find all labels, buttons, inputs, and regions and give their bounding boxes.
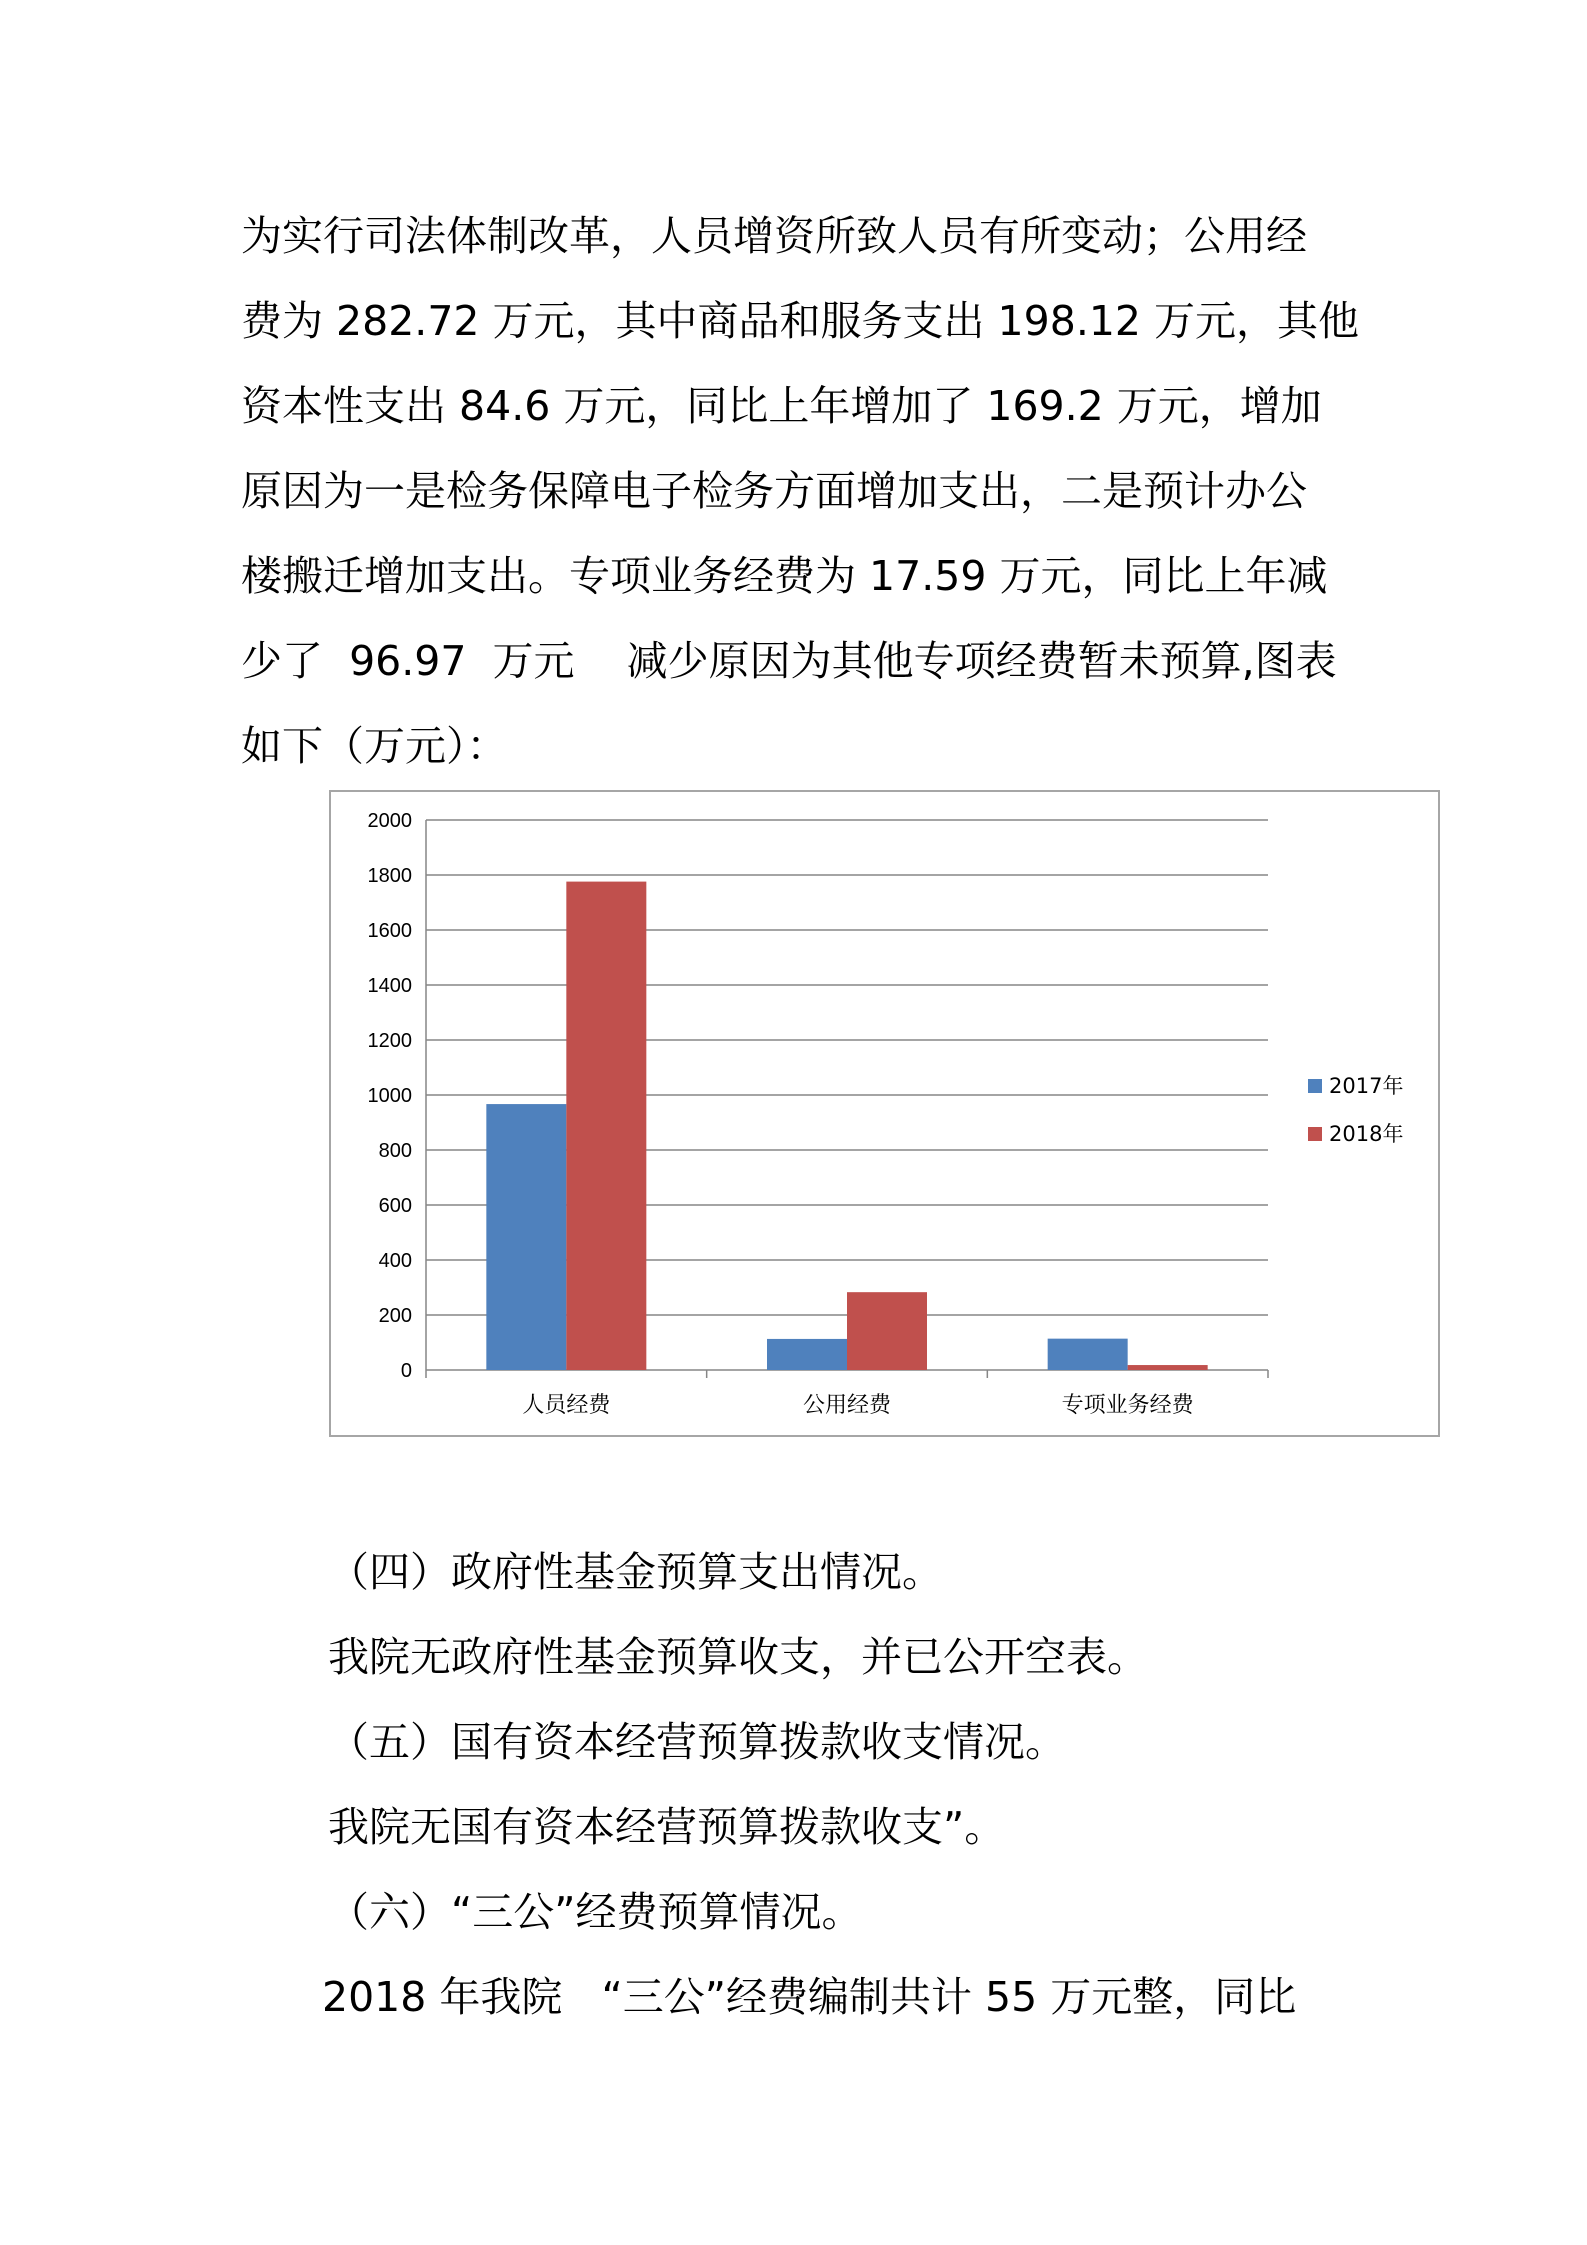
paragraph-line: 少了 96.97 万元 减少原因为其他专项经费暂未预算,图表 xyxy=(241,637,1337,685)
bar xyxy=(847,1292,927,1370)
section-text-6: 2018 年我院 “三公”经费编制共计 55 万元整，同比 xyxy=(322,1973,1297,2021)
paragraph-line: 费为 282.72 万元，其中商品和服务支出 198.12 万元，其他 xyxy=(241,297,1360,345)
legend-swatch xyxy=(1308,1127,1322,1141)
paragraph-line: 如下（万元）： xyxy=(241,722,508,770)
section-heading-6: （六）“三公”经费预算情况。 xyxy=(328,1888,863,1936)
x-tick-label: 专项业务经费 xyxy=(1061,1393,1194,1418)
section-heading-5: （五）国有资本经营预算拨款收支情况。 xyxy=(328,1718,1066,1766)
paragraph-line: 楼搬迁增加支出。专项业务经费为 17.59 万元，同比上年减 xyxy=(241,552,1328,600)
bar-chart xyxy=(329,790,1440,1437)
y-tick-label: 1400 xyxy=(367,975,412,997)
x-tick-label: 公用经费 xyxy=(802,1393,892,1418)
y-tick-label: 2000 xyxy=(367,810,412,832)
legend-label: 2017年 xyxy=(1329,1074,1404,1098)
paragraph-line: 原因为一是检务保障电子检务方面增加支出，二是预计办公 xyxy=(241,467,1307,515)
chart-canvas xyxy=(331,792,1438,1435)
y-tick-label: 1800 xyxy=(367,865,412,887)
x-tick-label: 人员经费 xyxy=(522,1393,611,1418)
section-heading-4: （四）政府性基金预算支出情况。 xyxy=(328,1548,943,1596)
body-paragraph xyxy=(241,194,1371,789)
y-tick-label: 1000 xyxy=(367,1085,412,1107)
legend-swatch xyxy=(1308,1079,1322,1093)
bar xyxy=(1048,1339,1128,1370)
y-tick-label: 1200 xyxy=(367,1030,412,1052)
bar xyxy=(566,882,646,1370)
legend-label: 2018年 xyxy=(1329,1122,1404,1146)
section-text-4: 我院无政府性基金预算收支，并已公开空表。 xyxy=(328,1633,1148,1681)
bar xyxy=(486,1104,566,1370)
y-tick-label: 0 xyxy=(400,1360,412,1382)
section-text-5: 我院无国有资本经营预算拨款收支”。 xyxy=(328,1803,1006,1851)
y-tick-label: 400 xyxy=(378,1250,412,1272)
bar xyxy=(1128,1365,1208,1370)
y-tick-label: 800 xyxy=(378,1140,412,1162)
y-tick-label: 1600 xyxy=(367,920,412,942)
y-tick-label: 600 xyxy=(378,1195,412,1217)
paragraph-line: 为实行司法体制改革，人员增资所致人员有所变动；公用经 xyxy=(241,212,1307,260)
bar xyxy=(767,1339,847,1370)
y-tick-label: 200 xyxy=(378,1305,412,1327)
paragraph-line: 资本性支出 84.6 万元，同比上年增加了 169.2 万元，增加 xyxy=(241,382,1322,430)
